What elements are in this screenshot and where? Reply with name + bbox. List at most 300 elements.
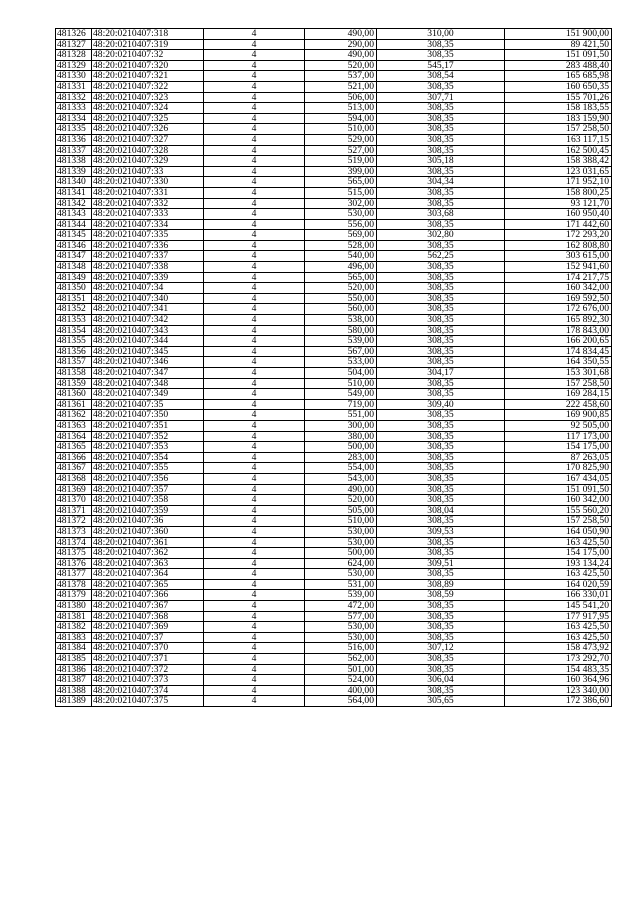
cadastral-number-cell: 48:20:0210407:342: [92, 315, 204, 326]
area-cell: 577,00: [305, 611, 377, 622]
area-cell: 562,00: [305, 654, 377, 665]
cadastral-number-cell: 48:20:0210407:349: [92, 389, 204, 400]
value-cell: 151 091,50: [505, 484, 612, 495]
row-number-cell: 481343: [56, 209, 92, 220]
cadastral-number-cell: 48:20:0210407:367: [92, 601, 204, 612]
value-cell: 178 843,00: [505, 325, 612, 336]
table-row: [56, 156, 612, 167]
rate-cell: 308,35: [377, 357, 505, 368]
cadastral-number-cell: 48:20:0210407:320: [92, 60, 204, 71]
rate-cell: 308,35: [377, 622, 505, 633]
rate-cell: 308,35: [377, 272, 505, 283]
table-row: [56, 293, 612, 304]
row-number-cell: 481356: [56, 346, 92, 357]
rate-cell: 308,59: [377, 590, 505, 601]
table-row: [56, 219, 612, 230]
table-row: [56, 187, 612, 198]
row-number-cell: 481351: [56, 293, 92, 304]
table-row: [56, 505, 612, 516]
category-cell: 4: [204, 336, 305, 347]
rate-cell: 309,51: [377, 558, 505, 569]
cadastral-number-cell: 48:20:0210407:318: [92, 29, 204, 40]
table-row: [56, 124, 612, 135]
row-number-cell: 481362: [56, 410, 92, 421]
rate-cell: 308,35: [377, 420, 505, 431]
rate-cell: 308,35: [377, 484, 505, 495]
value-cell: 93 121,70: [505, 198, 612, 209]
area-cell: 539,00: [305, 590, 377, 601]
value-cell: 123 340,00: [505, 685, 612, 696]
cadastral-number-cell: 48:20:0210407:358: [92, 495, 204, 506]
rate-cell: 308,35: [377, 685, 505, 696]
area-cell: 283,00: [305, 452, 377, 463]
category-cell: 4: [204, 664, 305, 675]
category-cell: 4: [204, 293, 305, 304]
cadastral-number-cell: 48:20:0210407:335: [92, 230, 204, 241]
rate-cell: 308,35: [377, 664, 505, 675]
rate-cell: 308,35: [377, 410, 505, 421]
value-cell: 162 808,80: [505, 240, 612, 251]
rate-cell: 562,25: [377, 251, 505, 262]
rate-cell: 308,35: [377, 378, 505, 389]
row-number-cell: 481373: [56, 526, 92, 537]
rate-cell: 308,35: [377, 431, 505, 442]
row-number-cell: 481364: [56, 431, 92, 442]
area-cell: 490,00: [305, 50, 377, 61]
value-cell: 163 425,50: [505, 632, 612, 643]
area-cell: 543,00: [305, 473, 377, 484]
rate-cell: 545,17: [377, 60, 505, 71]
row-number-cell: 481379: [56, 590, 92, 601]
rate-cell: 308,35: [377, 283, 505, 294]
table-row: [56, 272, 612, 283]
category-cell: 4: [204, 643, 305, 654]
value-cell: 151 091,50: [505, 50, 612, 61]
area-cell: 556,00: [305, 219, 377, 230]
table-row: [56, 463, 612, 474]
rate-cell: 304,17: [377, 368, 505, 379]
rate-cell: 308,35: [377, 473, 505, 484]
value-cell: 160 342,00: [505, 283, 612, 294]
rate-cell: 308,35: [377, 39, 505, 50]
area-cell: 500,00: [305, 548, 377, 559]
category-cell: 4: [204, 611, 305, 622]
area-cell: 551,00: [305, 410, 377, 421]
rate-cell: 308,35: [377, 262, 505, 273]
rate-cell: 308,35: [377, 315, 505, 326]
table-row: [56, 685, 612, 696]
row-number-cell: 481385: [56, 654, 92, 665]
category-cell: 4: [204, 622, 305, 633]
table-row: [56, 50, 612, 61]
rate-cell: 308,35: [377, 198, 505, 209]
rate-cell: 309,40: [377, 399, 505, 410]
cadastral-number-cell: 48:20:0210407:327: [92, 134, 204, 145]
cadastral-number-cell: 48:20:0210407:366: [92, 590, 204, 601]
area-cell: 302,00: [305, 198, 377, 209]
cadastral-number-cell: 48:20:0210407:319: [92, 39, 204, 50]
value-cell: 172 386,60: [505, 696, 612, 707]
cadastral-number-cell: 48:20:0210407:33: [92, 166, 204, 177]
row-number-cell: 481369: [56, 484, 92, 495]
value-cell: 162 500,45: [505, 145, 612, 156]
cadastral-number-cell: 48:20:0210407:365: [92, 579, 204, 590]
value-cell: 163 425,50: [505, 569, 612, 580]
rate-cell: 308,04: [377, 505, 505, 516]
area-cell: 567,00: [305, 346, 377, 357]
cadastral-number-cell: 48:20:0210407:344: [92, 336, 204, 347]
value-cell: 145 541,20: [505, 601, 612, 612]
row-number-cell: 481348: [56, 262, 92, 273]
category-cell: 4: [204, 579, 305, 590]
rate-cell: 308,35: [377, 389, 505, 400]
row-number-cell: 481327: [56, 39, 92, 50]
table-row: [56, 664, 612, 675]
row-number-cell: 481378: [56, 579, 92, 590]
rate-cell: 308,35: [377, 601, 505, 612]
table-row: [56, 71, 612, 82]
row-number-cell: 481338: [56, 156, 92, 167]
cadastral-number-cell: 48:20:0210407:362: [92, 548, 204, 559]
row-number-cell: 481355: [56, 336, 92, 347]
category-cell: 4: [204, 134, 305, 145]
value-cell: 171 952,10: [505, 177, 612, 188]
area-cell: 524,00: [305, 675, 377, 686]
area-cell: 530,00: [305, 526, 377, 537]
rate-cell: 308,35: [377, 240, 505, 251]
table-row: [56, 696, 612, 707]
rate-cell: 302,80: [377, 230, 505, 241]
value-cell: 183 159,90: [505, 113, 612, 124]
cadastral-number-cell: 48:20:0210407:369: [92, 622, 204, 633]
category-cell: 4: [204, 230, 305, 241]
rate-cell: 308,35: [377, 166, 505, 177]
rate-cell: 308,35: [377, 654, 505, 665]
area-cell: 515,00: [305, 187, 377, 198]
table-row: [56, 526, 612, 537]
table-row: [56, 569, 612, 580]
table-row: [56, 420, 612, 431]
cadastral-number-cell: 48:20:0210407:373: [92, 675, 204, 686]
table-row: [56, 262, 612, 273]
value-cell: 222 458,60: [505, 399, 612, 410]
rate-cell: 305,65: [377, 696, 505, 707]
row-number-cell: 481353: [56, 315, 92, 326]
cadastral-number-cell: 48:20:0210407:328: [92, 145, 204, 156]
row-number-cell: 481365: [56, 442, 92, 453]
area-cell: 530,00: [305, 622, 377, 633]
rate-cell: 308,35: [377, 50, 505, 61]
area-cell: 513,00: [305, 103, 377, 114]
table-row: [56, 336, 612, 347]
area-cell: 594,00: [305, 113, 377, 124]
category-cell: 4: [204, 357, 305, 368]
table-row: [56, 103, 612, 114]
table-row: [56, 399, 612, 410]
row-number-cell: 481368: [56, 473, 92, 484]
category-cell: 4: [204, 209, 305, 220]
row-number-cell: 481344: [56, 219, 92, 230]
rate-cell: 308,35: [377, 103, 505, 114]
value-cell: 158 473,92: [505, 643, 612, 654]
area-cell: 290,00: [305, 39, 377, 50]
rate-cell: 308,35: [377, 124, 505, 135]
area-cell: 510,00: [305, 124, 377, 135]
value-cell: 165 892,30: [505, 315, 612, 326]
value-cell: 193 134,24: [505, 558, 612, 569]
cadastral-number-cell: 48:20:0210407:325: [92, 113, 204, 124]
table-body: [56, 29, 612, 707]
value-cell: 169 284,15: [505, 389, 612, 400]
table-row: [56, 230, 612, 241]
cadastral-number-cell: 48:20:0210407:361: [92, 537, 204, 548]
category-cell: 4: [204, 463, 305, 474]
category-cell: 4: [204, 410, 305, 421]
cadastral-number-cell: 48:20:0210407:352: [92, 431, 204, 442]
rate-cell: 308,89: [377, 579, 505, 590]
cadastral-number-cell: 48:20:0210407:333: [92, 209, 204, 220]
area-cell: 300,00: [305, 420, 377, 431]
row-number-cell: 481376: [56, 558, 92, 569]
row-number-cell: 481361: [56, 399, 92, 410]
cadastral-number-cell: 48:20:0210407:339: [92, 272, 204, 283]
value-cell: 164 020,59: [505, 579, 612, 590]
row-number-cell: 481341: [56, 187, 92, 198]
category-cell: 4: [204, 39, 305, 50]
rate-cell: 308,35: [377, 442, 505, 453]
category-cell: 4: [204, 251, 305, 262]
row-number-cell: 481331: [56, 81, 92, 92]
category-cell: 4: [204, 632, 305, 643]
area-cell: 624,00: [305, 558, 377, 569]
category-cell: 4: [204, 420, 305, 431]
row-number-cell: 481387: [56, 675, 92, 686]
value-cell: 163 425,50: [505, 537, 612, 548]
area-cell: 565,00: [305, 272, 377, 283]
row-number-cell: 481358: [56, 368, 92, 379]
area-cell: 537,00: [305, 71, 377, 82]
cadastral-number-cell: 48:20:0210407:353: [92, 442, 204, 453]
data-table: [55, 28, 612, 707]
table-row: [56, 166, 612, 177]
value-cell: 172 293,20: [505, 230, 612, 241]
table-row: [56, 346, 612, 357]
category-cell: 4: [204, 315, 305, 326]
area-cell: 719,00: [305, 399, 377, 410]
value-cell: 157 258,50: [505, 124, 612, 135]
area-cell: 504,00: [305, 368, 377, 379]
rate-cell: 308,35: [377, 452, 505, 463]
area-cell: 538,00: [305, 315, 377, 326]
row-number-cell: 481349: [56, 272, 92, 283]
value-cell: 171 442,60: [505, 219, 612, 230]
value-cell: 154 483,35: [505, 664, 612, 675]
value-cell: 152 941,60: [505, 262, 612, 273]
cadastral-number-cell: 48:20:0210407:364: [92, 569, 204, 580]
table-row: [56, 579, 612, 590]
value-cell: 153 301,68: [505, 368, 612, 379]
rate-cell: 307,12: [377, 643, 505, 654]
value-cell: 155 560,20: [505, 505, 612, 516]
row-number-cell: 481359: [56, 378, 92, 389]
value-cell: 164 350,55: [505, 357, 612, 368]
category-cell: 4: [204, 177, 305, 188]
rate-cell: 308,35: [377, 325, 505, 336]
area-cell: 533,00: [305, 357, 377, 368]
row-number-cell: 481329: [56, 60, 92, 71]
table-row: [56, 558, 612, 569]
category-cell: 4: [204, 590, 305, 601]
row-number-cell: 481375: [56, 548, 92, 559]
rate-cell: 308,35: [377, 632, 505, 643]
area-cell: 549,00: [305, 389, 377, 400]
rate-cell: 309,53: [377, 526, 505, 537]
rate-cell: 305,18: [377, 156, 505, 167]
cadastral-number-cell: 48:20:0210407:324: [92, 103, 204, 114]
row-number-cell: 481382: [56, 622, 92, 633]
cadastral-number-cell: 48:20:0210407:347: [92, 368, 204, 379]
cadastral-number-cell: 48:20:0210407:374: [92, 685, 204, 696]
cadastral-number-cell: 48:20:0210407:323: [92, 92, 204, 103]
table-row: [56, 632, 612, 643]
cadastral-number-cell: 48:20:0210407:371: [92, 654, 204, 665]
cadastral-number-cell: 48:20:0210407:368: [92, 611, 204, 622]
category-cell: 4: [204, 399, 305, 410]
category-cell: 4: [204, 124, 305, 135]
cadastral-number-cell: 48:20:0210407:348: [92, 378, 204, 389]
row-number-cell: 481345: [56, 230, 92, 241]
rate-cell: 308,35: [377, 537, 505, 548]
category-cell: 4: [204, 548, 305, 559]
table-row: [56, 209, 612, 220]
table-row: [56, 495, 612, 506]
value-cell: 169 592,50: [505, 293, 612, 304]
category-cell: 4: [204, 601, 305, 612]
row-number-cell: 481357: [56, 357, 92, 368]
category-cell: 4: [204, 368, 305, 379]
category-cell: 4: [204, 558, 305, 569]
value-cell: 92 505,00: [505, 420, 612, 431]
value-cell: 160 650,35: [505, 81, 612, 92]
value-cell: 163 425,50: [505, 622, 612, 633]
cadastral-number-cell: 48:20:0210407:321: [92, 71, 204, 82]
area-cell: 490,00: [305, 29, 377, 40]
cadastral-number-cell: 48:20:0210407:331: [92, 187, 204, 198]
table-row: [56, 548, 612, 559]
table-row: [56, 134, 612, 145]
cadastral-number-cell: 48:20:0210407:337: [92, 251, 204, 262]
area-cell: 519,00: [305, 156, 377, 167]
value-cell: 157 258,50: [505, 516, 612, 527]
area-cell: 510,00: [305, 378, 377, 389]
area-cell: 490,00: [305, 484, 377, 495]
row-number-cell: 481384: [56, 643, 92, 654]
category-cell: 4: [204, 240, 305, 251]
rate-cell: 308,35: [377, 219, 505, 230]
table-row: [56, 283, 612, 294]
cadastral-number-cell: 48:20:0210407:343: [92, 325, 204, 336]
table-row: [56, 198, 612, 209]
value-cell: 166 200,65: [505, 336, 612, 347]
table-row: [56, 315, 612, 326]
row-number-cell: 481354: [56, 325, 92, 336]
cadastral-number-cell: 48:20:0210407:359: [92, 505, 204, 516]
category-cell: 4: [204, 495, 305, 506]
value-cell: 173 292,70: [505, 654, 612, 665]
category-cell: 4: [204, 346, 305, 357]
value-cell: 160 364,96: [505, 675, 612, 686]
cadastral-number-cell: 48:20:0210407:32: [92, 50, 204, 61]
cadastral-number-cell: 48:20:0210407:326: [92, 124, 204, 135]
table-row: [56, 113, 612, 124]
row-number-cell: 481372: [56, 516, 92, 527]
row-number-cell: 481367: [56, 463, 92, 474]
cadastral-number-cell: 48:20:0210407:346: [92, 357, 204, 368]
area-cell: 510,00: [305, 516, 377, 527]
rate-cell: 308,35: [377, 336, 505, 347]
row-number-cell: 481377: [56, 569, 92, 580]
cadastral-number-cell: 48:20:0210407:322: [92, 81, 204, 92]
area-cell: 399,00: [305, 166, 377, 177]
area-cell: 539,00: [305, 336, 377, 347]
category-cell: 4: [204, 304, 305, 315]
category-cell: 4: [204, 389, 305, 400]
value-cell: 154 175,00: [505, 442, 612, 453]
cadastral-number-cell: 48:20:0210407:360: [92, 526, 204, 537]
cadastral-number-cell: 48:20:0210407:370: [92, 643, 204, 654]
rate-cell: 306,04: [377, 675, 505, 686]
area-cell: 520,00: [305, 60, 377, 71]
category-cell: 4: [204, 71, 305, 82]
row-number-cell: 481330: [56, 71, 92, 82]
cadastral-number-cell: 48:20:0210407:357: [92, 484, 204, 495]
area-cell: 520,00: [305, 495, 377, 506]
rate-cell: 308,35: [377, 548, 505, 559]
table-row: [56, 389, 612, 400]
table-row: [56, 378, 612, 389]
row-number-cell: 481342: [56, 198, 92, 209]
table-row: [56, 622, 612, 633]
row-number-cell: 481360: [56, 389, 92, 400]
category-cell: 4: [204, 505, 305, 516]
value-cell: 165 685,98: [505, 71, 612, 82]
category-cell: 4: [204, 473, 305, 484]
row-number-cell: 481333: [56, 103, 92, 114]
row-number-cell: 481336: [56, 134, 92, 145]
table-row: [56, 611, 612, 622]
cadastral-number-cell: 48:20:0210407:372: [92, 664, 204, 675]
area-cell: 472,00: [305, 601, 377, 612]
value-cell: 155 701,26: [505, 92, 612, 103]
cadastral-number-cell: 48:20:0210407:35: [92, 399, 204, 410]
row-number-cell: 481337: [56, 145, 92, 156]
area-cell: 550,00: [305, 293, 377, 304]
category-cell: 4: [204, 187, 305, 198]
value-cell: 164 050,90: [505, 526, 612, 537]
category-cell: 4: [204, 272, 305, 283]
rate-cell: 308,35: [377, 346, 505, 357]
cadastral-number-cell: 48:20:0210407:356: [92, 473, 204, 484]
cadastral-number-cell: 48:20:0210407:375: [92, 696, 204, 707]
row-number-cell: 481340: [56, 177, 92, 188]
cadastral-number-cell: 48:20:0210407:334: [92, 219, 204, 230]
table-row: [56, 516, 612, 527]
rate-cell: 303,68: [377, 209, 505, 220]
row-number-cell: 481380: [56, 601, 92, 612]
category-cell: 4: [204, 452, 305, 463]
area-cell: 560,00: [305, 304, 377, 315]
table-row: [56, 484, 612, 495]
